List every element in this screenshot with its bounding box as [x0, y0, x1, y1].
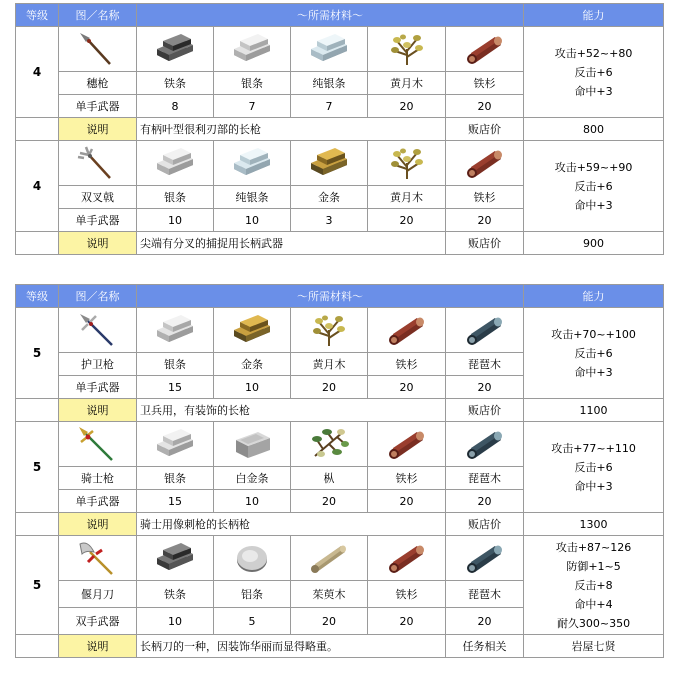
desc-spacer — [16, 118, 59, 141]
desc-label: 说明 — [59, 513, 137, 536]
weapon-level: 5 — [16, 308, 59, 399]
weapon-type: 单手武器 — [59, 209, 137, 232]
material-name: 银条 — [137, 467, 214, 490]
material-picture — [368, 27, 446, 72]
material-name: 黄月木 — [368, 186, 446, 209]
weapon-name: 偃月刀 — [59, 581, 137, 608]
pure-silver-bar-icon — [307, 31, 351, 67]
stat-line: 防御+1~5 — [566, 559, 621, 573]
material-picture — [291, 308, 368, 353]
weapon-icon-row — [16, 422, 664, 467]
material-name: 黄月木 — [368, 72, 446, 95]
dogwood-log-icon — [307, 540, 351, 576]
material-picture — [368, 141, 446, 186]
weapon-stats — [524, 422, 664, 513]
material-qty: 20 — [291, 490, 368, 513]
material-qty: 15 — [137, 490, 214, 513]
yellow-moon-wood-icon — [385, 31, 429, 67]
desc-spacer — [16, 513, 59, 536]
material-name: 铁杉 — [446, 72, 524, 95]
stat-line: 命中+3 — [574, 365, 613, 379]
header-ability: 能力 — [524, 285, 664, 308]
aluminum-disc-icon — [230, 540, 274, 576]
weapon-name: 护卫枪 — [59, 353, 137, 376]
weapon-picture — [59, 536, 137, 581]
fir-branch-icon — [307, 426, 351, 462]
material-picture — [137, 27, 214, 72]
weapon-picture — [59, 422, 137, 467]
desc-spacer — [16, 232, 59, 255]
iron-bar-icon — [153, 31, 197, 67]
material-name: 茱萸木 — [291, 581, 368, 608]
weapon-level: 4 — [16, 27, 59, 118]
material-picture — [214, 422, 291, 467]
desc-label: 说明 — [59, 399, 137, 422]
material-qty: 10 — [214, 376, 291, 399]
header-picture-name: 图／名称 — [59, 285, 137, 308]
material-qty: 7 — [214, 95, 291, 118]
desc-text: 骑士用像刺枪的长柄枪 — [137, 513, 446, 536]
material-name: 琵琶木 — [446, 581, 524, 608]
hemlock-log-icon — [463, 145, 507, 181]
loquat-log-icon — [463, 426, 507, 462]
weapon-desc-row — [16, 513, 664, 536]
material-qty: 20 — [368, 490, 446, 513]
crescent-blade-icon — [76, 540, 120, 576]
weapon-stats — [524, 141, 664, 232]
weapon-type: 单手武器 — [59, 490, 137, 513]
loquat-log-icon — [463, 312, 507, 348]
material-name: 铁条 — [137, 581, 214, 608]
material-name: 银条 — [137, 186, 214, 209]
silver-bar-icon — [153, 426, 197, 462]
platinum-bar-icon — [230, 426, 274, 462]
material-qty: 10 — [137, 209, 214, 232]
material-picture — [291, 141, 368, 186]
material-name: 金条 — [291, 186, 368, 209]
weapon-level: 5 — [16, 422, 59, 513]
material-qty: 20 — [446, 376, 524, 399]
material-qty: 20 — [446, 95, 524, 118]
stat-line: 反击+8 — [574, 578, 613, 592]
material-qty: 10 — [214, 209, 291, 232]
material-name: 银条 — [214, 72, 291, 95]
material-qty: 20 — [446, 209, 524, 232]
price-value: 1300 — [524, 513, 664, 536]
material-qty: 20 — [291, 608, 368, 635]
stat-line: 攻击+70~+100 — [551, 327, 636, 341]
header-materials: ～所需材料～ — [137, 285, 524, 308]
weapon-desc-row — [16, 118, 664, 141]
header-row — [16, 4, 664, 27]
weapon-name: 骑士枪 — [59, 467, 137, 490]
material-picture — [446, 422, 524, 467]
material-name: 琵琶木 — [446, 467, 524, 490]
stat-line: 反击+6 — [574, 179, 613, 193]
weapon-desc-row — [16, 232, 664, 255]
price-label: 任务相关 — [446, 635, 524, 658]
table-2-body — [16, 285, 664, 658]
header-materials: ～所需材料～ — [137, 4, 524, 27]
material-picture — [291, 422, 368, 467]
material-picture — [446, 536, 524, 581]
material-name: 银条 — [137, 353, 214, 376]
material-qty: 20 — [368, 376, 446, 399]
material-name: 枞 — [291, 467, 368, 490]
material-name: 铝条 — [214, 581, 291, 608]
material-picture — [368, 308, 446, 353]
pure-silver-bar-icon — [230, 145, 274, 181]
material-name: 白金条 — [214, 467, 291, 490]
weapon-stats — [524, 27, 664, 118]
stat-line: 反击+6 — [574, 346, 613, 360]
material-name: 纯银条 — [214, 186, 291, 209]
weapon-picture — [59, 27, 137, 72]
material-qty: 15 — [137, 376, 214, 399]
material-qty: 8 — [137, 95, 214, 118]
material-name: 铁杉 — [368, 467, 446, 490]
material-picture — [214, 141, 291, 186]
material-picture — [214, 308, 291, 353]
weapon-level: 4 — [16, 141, 59, 232]
material-qty: 20 — [291, 376, 368, 399]
material-picture — [137, 422, 214, 467]
price-value: 800 — [524, 118, 664, 141]
material-picture — [137, 141, 214, 186]
header-level: 等级 — [16, 285, 59, 308]
price-value: 1100 — [524, 399, 664, 422]
hemlock-log-icon — [385, 426, 429, 462]
stat-line: 攻击+52~+80 — [554, 46, 633, 60]
desc-spacer — [16, 399, 59, 422]
material-name: 纯银条 — [291, 72, 368, 95]
weapon-level: 5 — [16, 536, 59, 635]
price-label: 贩店价 — [446, 118, 524, 141]
weapon-stats — [524, 308, 664, 399]
material-qty: 20 — [368, 209, 446, 232]
weapon-stats — [524, 536, 664, 635]
weapon-picture — [59, 308, 137, 353]
price-label: 贩店价 — [446, 232, 524, 255]
desc-text: 尖端有分叉的捕捉用长柄武器 — [137, 232, 446, 255]
weapon-icon-row — [16, 308, 664, 353]
desc-label: 说明 — [59, 635, 137, 658]
stat-line: 攻击+87~126 — [555, 540, 632, 554]
weapon-type: 单手武器 — [59, 376, 137, 399]
material-picture — [291, 536, 368, 581]
stat-line: 命中+4 — [574, 597, 613, 611]
yellow-moon-wood-icon — [385, 145, 429, 181]
hemlock-log-icon — [385, 540, 429, 576]
stat-line: 命中+3 — [574, 84, 613, 98]
material-name: 铁杉 — [368, 353, 446, 376]
material-picture — [137, 536, 214, 581]
weapon-type: 双手武器 — [59, 608, 137, 635]
desc-text: 有柄叶型很利刃部的长枪 — [137, 118, 446, 141]
material-name: 琵琶木 — [446, 353, 524, 376]
weapon-table-1 — [15, 3, 664, 255]
stat-line: 反击+6 — [574, 65, 613, 79]
iron-bar-icon — [153, 540, 197, 576]
desc-text: 卫兵用，有装饰的长枪 — [137, 399, 446, 422]
material-qty: 20 — [446, 490, 524, 513]
silver-bar-icon — [153, 145, 197, 181]
material-name: 铁条 — [137, 72, 214, 95]
price-label: 贩店价 — [446, 399, 524, 422]
stat-line: 命中+3 — [574, 479, 613, 493]
material-qty: 7 — [291, 95, 368, 118]
material-picture — [368, 536, 446, 581]
gold-bar-icon — [230, 312, 274, 348]
material-qty: 20 — [446, 608, 524, 635]
weapon-icon-row — [16, 141, 664, 186]
header-ability: 能力 — [524, 4, 664, 27]
material-name: 铁杉 — [446, 186, 524, 209]
material-qty: 10 — [214, 490, 291, 513]
desc-label: 说明 — [59, 118, 137, 141]
desc-spacer — [16, 635, 59, 658]
material-qty: 20 — [368, 608, 446, 635]
weapon-picture — [59, 141, 137, 186]
desc-label: 说明 — [59, 232, 137, 255]
price-value: 岩屋七贤 — [524, 635, 664, 658]
material-qty: 20 — [368, 95, 446, 118]
material-qty: 5 — [214, 608, 291, 635]
material-qty: 10 — [137, 608, 214, 635]
weapon-icon-row — [16, 27, 664, 72]
silver-bar-icon — [230, 31, 274, 67]
hemlock-log-icon — [463, 31, 507, 67]
yellow-moon-wood-icon — [307, 312, 351, 348]
knight-lance-icon — [76, 426, 120, 462]
header-row — [16, 285, 664, 308]
material-qty: 3 — [291, 209, 368, 232]
desc-text: 长柄刀的一种，因装饰华丽而显得略重。 — [137, 635, 446, 658]
loquat-log-icon — [463, 540, 507, 576]
table-1-body — [16, 4, 664, 255]
spear-icon — [76, 31, 120, 67]
material-name: 黄月木 — [291, 353, 368, 376]
weapon-name: 双叉戟 — [59, 186, 137, 209]
material-picture — [137, 308, 214, 353]
material-picture — [446, 27, 524, 72]
stat-line: 耐久300~350 — [556, 616, 631, 630]
material-picture — [214, 536, 291, 581]
stat-line: 攻击+77~+110 — [551, 441, 636, 455]
gold-bar-icon — [307, 145, 351, 181]
stat-line: 反击+6 — [574, 460, 613, 474]
header-level: 等级 — [16, 4, 59, 27]
price-value: 900 — [524, 232, 664, 255]
weapon-name: 穗枪 — [59, 72, 137, 95]
weapon-type: 单手武器 — [59, 95, 137, 118]
weapon-desc-row — [16, 399, 664, 422]
material-picture — [291, 27, 368, 72]
header-picture-name: 图／名称 — [59, 4, 137, 27]
stat-line: 攻击+59~+90 — [554, 160, 633, 174]
weapon-table-2 — [15, 284, 664, 658]
weapon-desc-row — [16, 635, 664, 658]
material-picture — [368, 422, 446, 467]
price-label: 贩店价 — [446, 513, 524, 536]
material-picture — [446, 141, 524, 186]
stat-line: 命中+3 — [574, 198, 613, 212]
silver-bar-icon — [153, 312, 197, 348]
hemlock-log-icon — [385, 312, 429, 348]
guard-spear-icon — [76, 312, 120, 348]
material-name: 金条 — [214, 353, 291, 376]
material-name: 铁杉 — [368, 581, 446, 608]
material-picture — [214, 27, 291, 72]
material-picture — [446, 308, 524, 353]
weapon-icon-row — [16, 536, 664, 581]
trident-icon — [76, 145, 120, 181]
